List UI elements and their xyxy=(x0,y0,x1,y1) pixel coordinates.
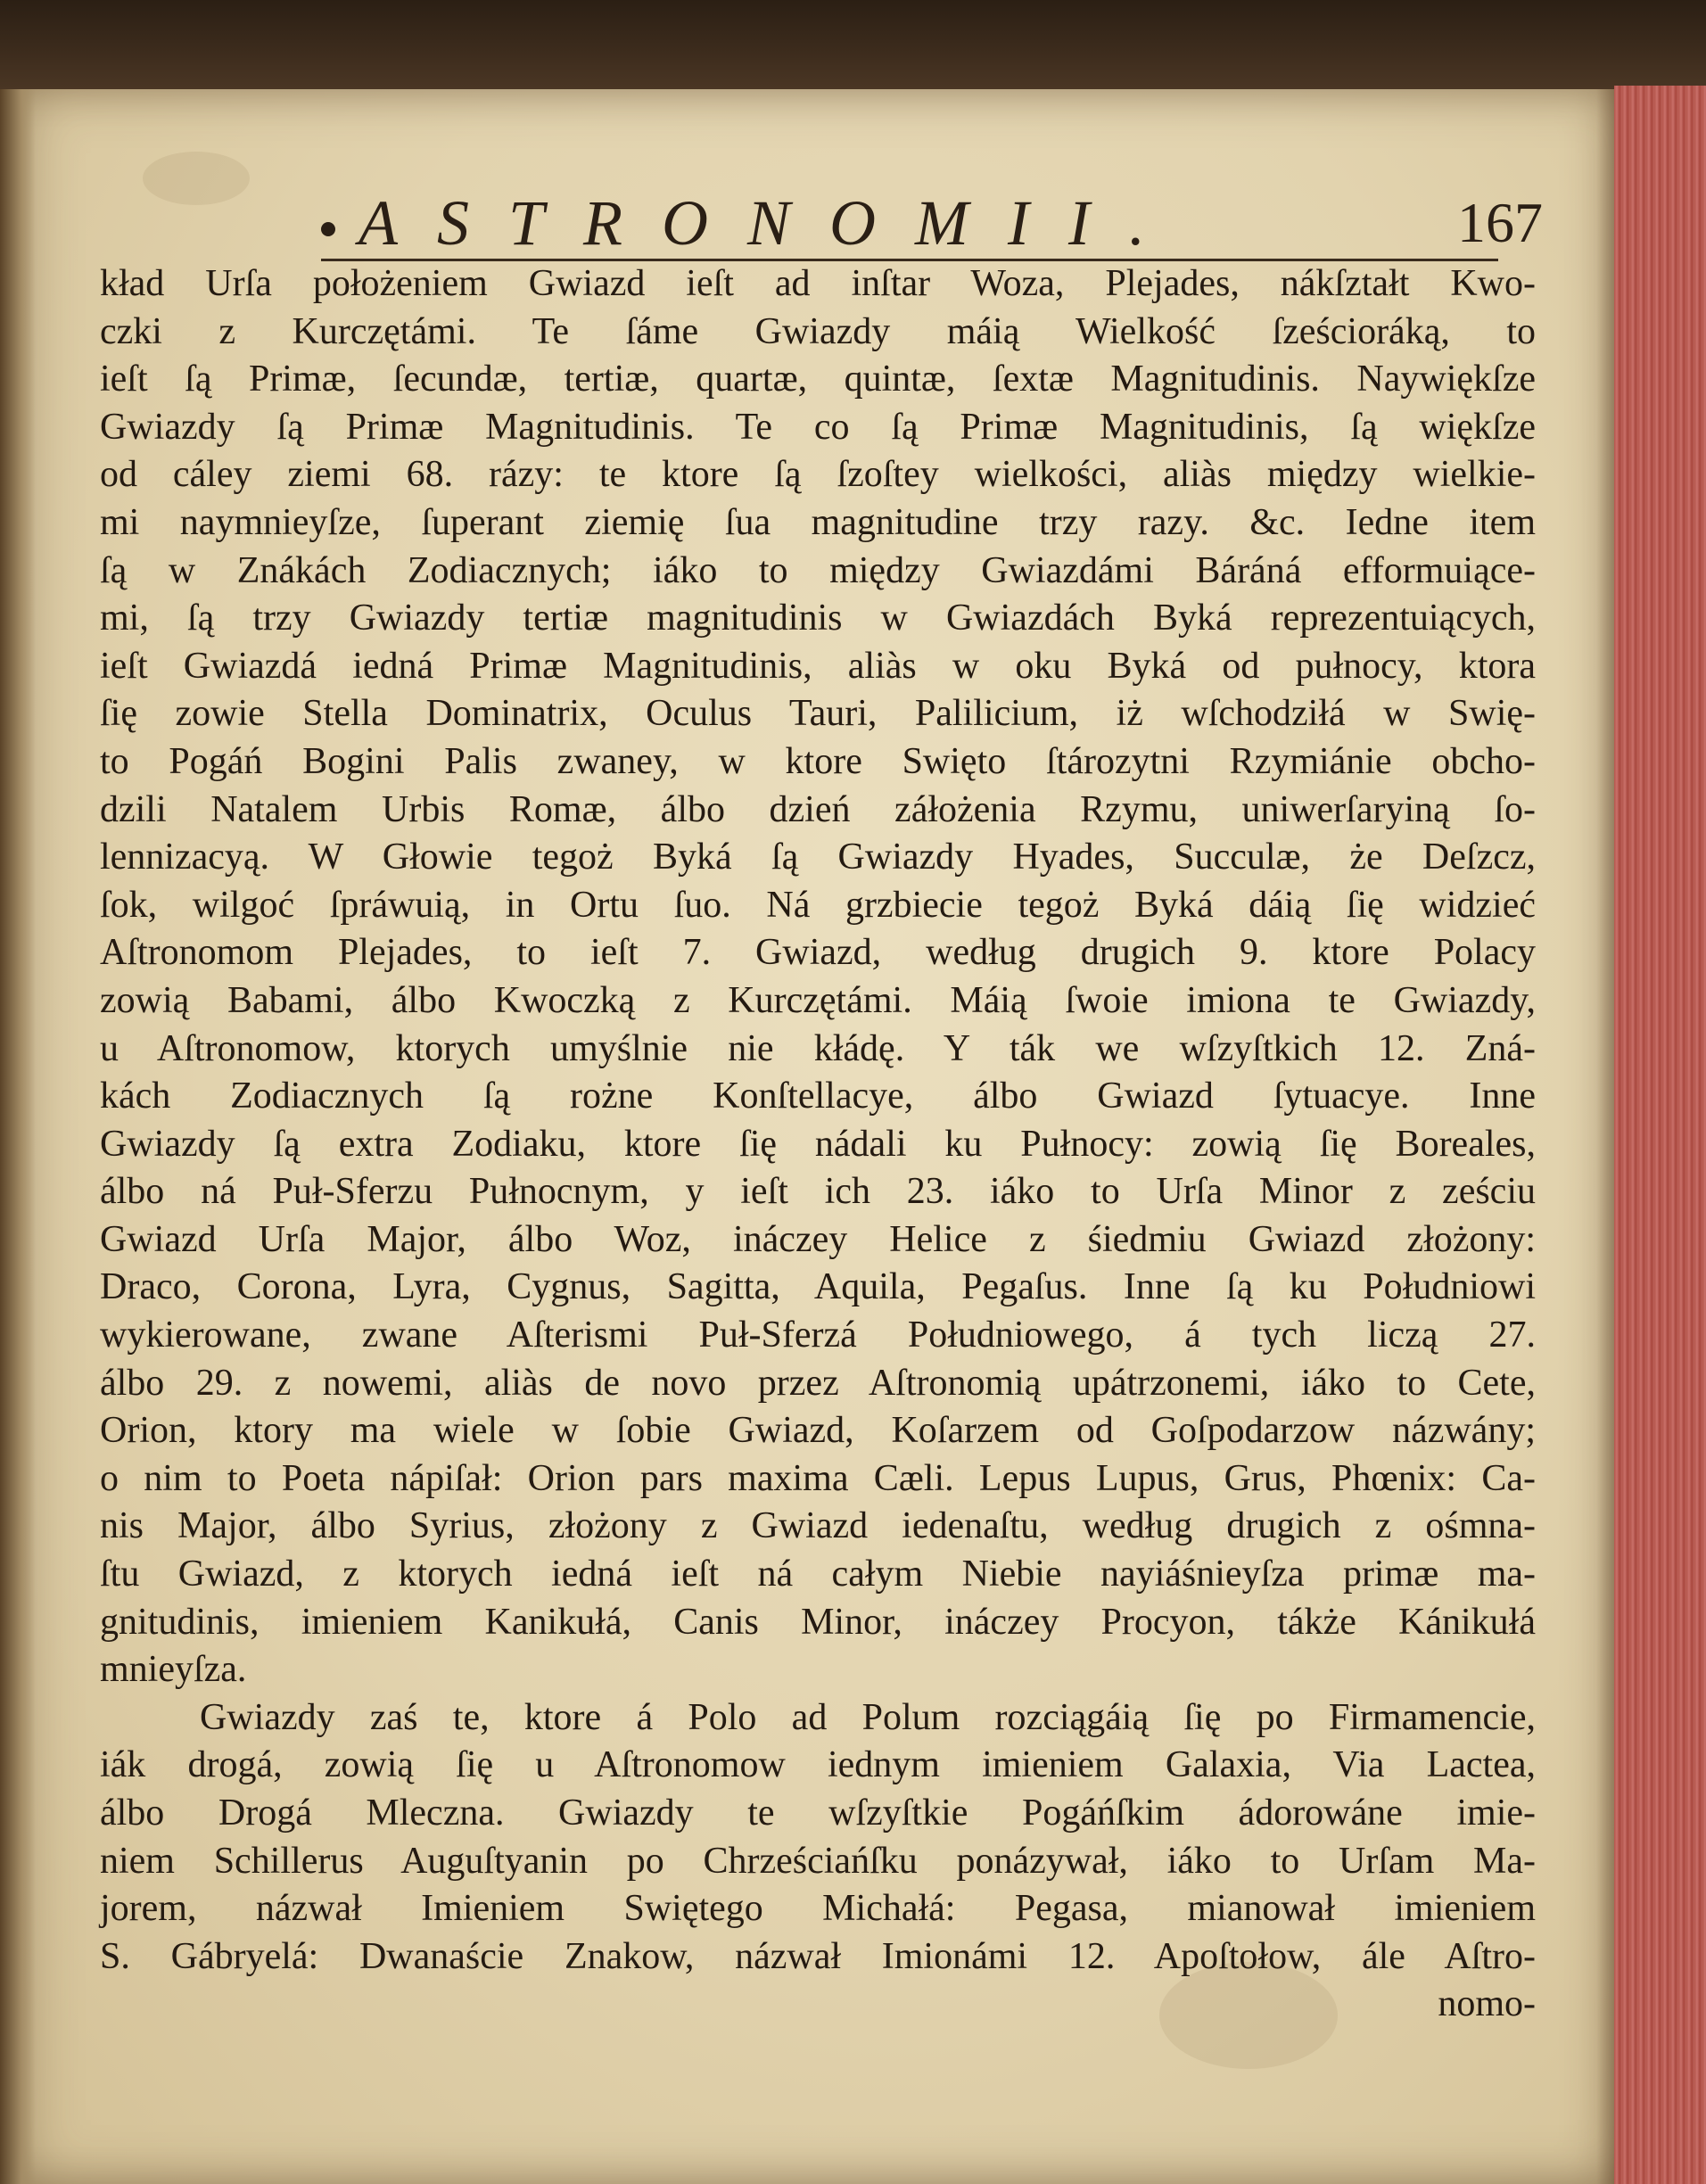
page-edges-red xyxy=(1614,86,1706,2184)
text-line: álbo ná Puł-Sferzu Pułnocnym, y ieſt ich 23. iáko to Urſa Minor z ześciu xyxy=(100,1171,1536,1213)
text-line: nis Major, álbo Syrius, złożony z Gwiazd iedenaſtu, według drugich z ośmna- xyxy=(100,1505,1536,1547)
text-line: wykierowane, zwane Aſterismi Puł-Sferzá Południowego, á tych liczą 27. xyxy=(100,1315,1536,1356)
text-line: zowią Babami, álbo Kwoczką z Kurczętámi. Máią ſwoie imiona te Gwiazdy, xyxy=(100,979,1536,1021)
text-line: lennizacyą. W Głowie tegoż Byká ſą Gwiazdy Hyades, Succulæ, że Deſzcz, xyxy=(100,837,1536,878)
text-line: od cáley ziemi 68. rázy: te ktore ſą ſzoſtey wielkości, aliàs między wielkie- xyxy=(100,454,1536,496)
text-line: kład Urſa położeniem Gwiazd ieſt ad inſtar Woza, Plejades, nákſztałt Kwo- xyxy=(100,263,1536,304)
text-line: S. Gábryelá: Dwanaście Znakow, názwał Imionámi 12. Apoſtołow, ále Aſtro- xyxy=(100,1935,1536,1977)
text-line: ſię zowie Stella Dominatrix, Oculus Tauri, Palilicium, iż wſchodziłá w Swię- xyxy=(100,693,1536,735)
text-line: kách Zodiacznych ſą rożne Konſtellacye, álbo Gwiazd ſytuacye. Inne xyxy=(100,1076,1536,1117)
catchword: nomo- xyxy=(1438,1983,1536,2025)
text-line: Gwiazdy ſą extra Zodiaku, ktore ſię nádali ku Pułnocy: zowią ſię Boreales, xyxy=(100,1123,1536,1165)
running-head xyxy=(321,187,1543,259)
text-line: mnieyſza. xyxy=(100,1649,247,1691)
text-line: niem Schillerus Auguſtyanin po Chrześciańſku ponázywał, iáko to Urſam Ma- xyxy=(100,1840,1536,1882)
text-line: jorem, názwał Imieniem Swiętego Michałá: Pegasa, mianował imieniem xyxy=(100,1888,1536,1930)
paragraph-start-line: Gwiazdy zaś te, ktore á Polo ad Polum rozciągáią ſię po Firmamencie, xyxy=(200,1696,1536,1738)
text-line: to Pogáń Bogini Palis zwaney, w ktore Swięto ſtározytni Rzymiánie obcho- xyxy=(100,740,1536,782)
text-line: Orion, ktory ma wiele w ſobie Gwiazd, Koſarzem od Goſpodarzow názwány; xyxy=(100,1410,1536,1452)
text-line: Gwiazdy ſą Primæ Magnitudinis. Te co ſą Primæ Magnitudinis, ſą więkſze xyxy=(100,406,1536,448)
text-line: mi, ſą trzy Gwiazdy tertiæ magnitudinis w Gwiazdách Byká reprezentuiących, xyxy=(100,598,1536,639)
text-line: ſtu Gwiazd, z ktorych iedná ieſt ná całym Niebie nayiáśnieyſza primæ ma- xyxy=(100,1554,1536,1595)
bullet-icon xyxy=(321,222,335,236)
running-head-text: ASTRONOMII. xyxy=(359,187,1184,259)
text-line: álbo 29. z nowemi, aliàs de novo przez Aſtronomią upátrzonemi, iáko to Cete, xyxy=(100,1362,1536,1404)
text-line: Aſtronomom Plejades, to ieſt 7. Gwiazd, według drugich 9. ktore Polacy xyxy=(100,932,1536,974)
text-line: czki z Kurczętámi. Te ſáme Gwiazdy máią Wielkość ſześcioráką, to xyxy=(100,310,1536,352)
page-number: 167 xyxy=(1457,191,1543,254)
text-line: ieſt Gwiazdá iedná Primæ Magnitudinis, aliàs w oku Byká od pułnocy, ktora xyxy=(100,645,1536,687)
text-line: ſą w Znákách Zodiacznych; iáko to między Gwiazdámi Báráná efformuiące- xyxy=(100,549,1536,591)
text-line: álbo Drogá Mleczna. Gwiazdy te wſzyſtkie Pogáńſkim ádorowáne imie- xyxy=(100,1793,1536,1834)
text-line: ſok, wilgoć ſpráwuią, in Ortu ſuo. Ná grzbiecie tegoż Byká dáią ſię widzieć xyxy=(100,884,1536,926)
text-line: mi naymnieyſze, ſuperant ziemię ſua magnitudine trzy razy. &c. Iedne item xyxy=(100,501,1536,543)
text-line: ieſt ſą Primæ, ſecundæ, tertiæ, quartæ, quintæ, ſextæ Magnitudinis. Naywiękſze xyxy=(100,359,1536,400)
body-text xyxy=(100,260,1536,2029)
text-line: o nim to Poeta nápiſał: Orion pars maxima Cæli. Lepus Lupus, Grus, Phœnix: Ca- xyxy=(100,1457,1536,1499)
running-head-title xyxy=(321,187,1184,259)
text-line: iák drogá, zowią ſię u Aſtronomow iednym imieniem Galaxia, Via Lactea, xyxy=(100,1744,1536,1786)
text-line: Gwiazd Urſa Major, álbo Woz, ináczey Helice z śiedmiu Gwiazd złożony: xyxy=(100,1218,1536,1260)
page-gutter xyxy=(0,89,36,2184)
text-line: u Aſtronomow, ktorych umyślnie nie kłádę. Y ták we wſzyſtkich 12. Zná- xyxy=(100,1027,1536,1069)
paper-stain xyxy=(143,152,250,205)
text-line: Draco, Corona, Lyra, Cygnus, Sagitta, Aquila, Pegaſus. Inne ſą ku Południowi xyxy=(100,1266,1536,1308)
text-line: gnitudinis, imieniem Kanikułá, Canis Minor, ináczey Procyon, tákże Kánikułá xyxy=(100,1601,1536,1643)
text-line: dzili Natalem Urbis Romæ, álbo dzień záłożenia Rzymu, uniwerſaryiną ſo- xyxy=(100,788,1536,830)
